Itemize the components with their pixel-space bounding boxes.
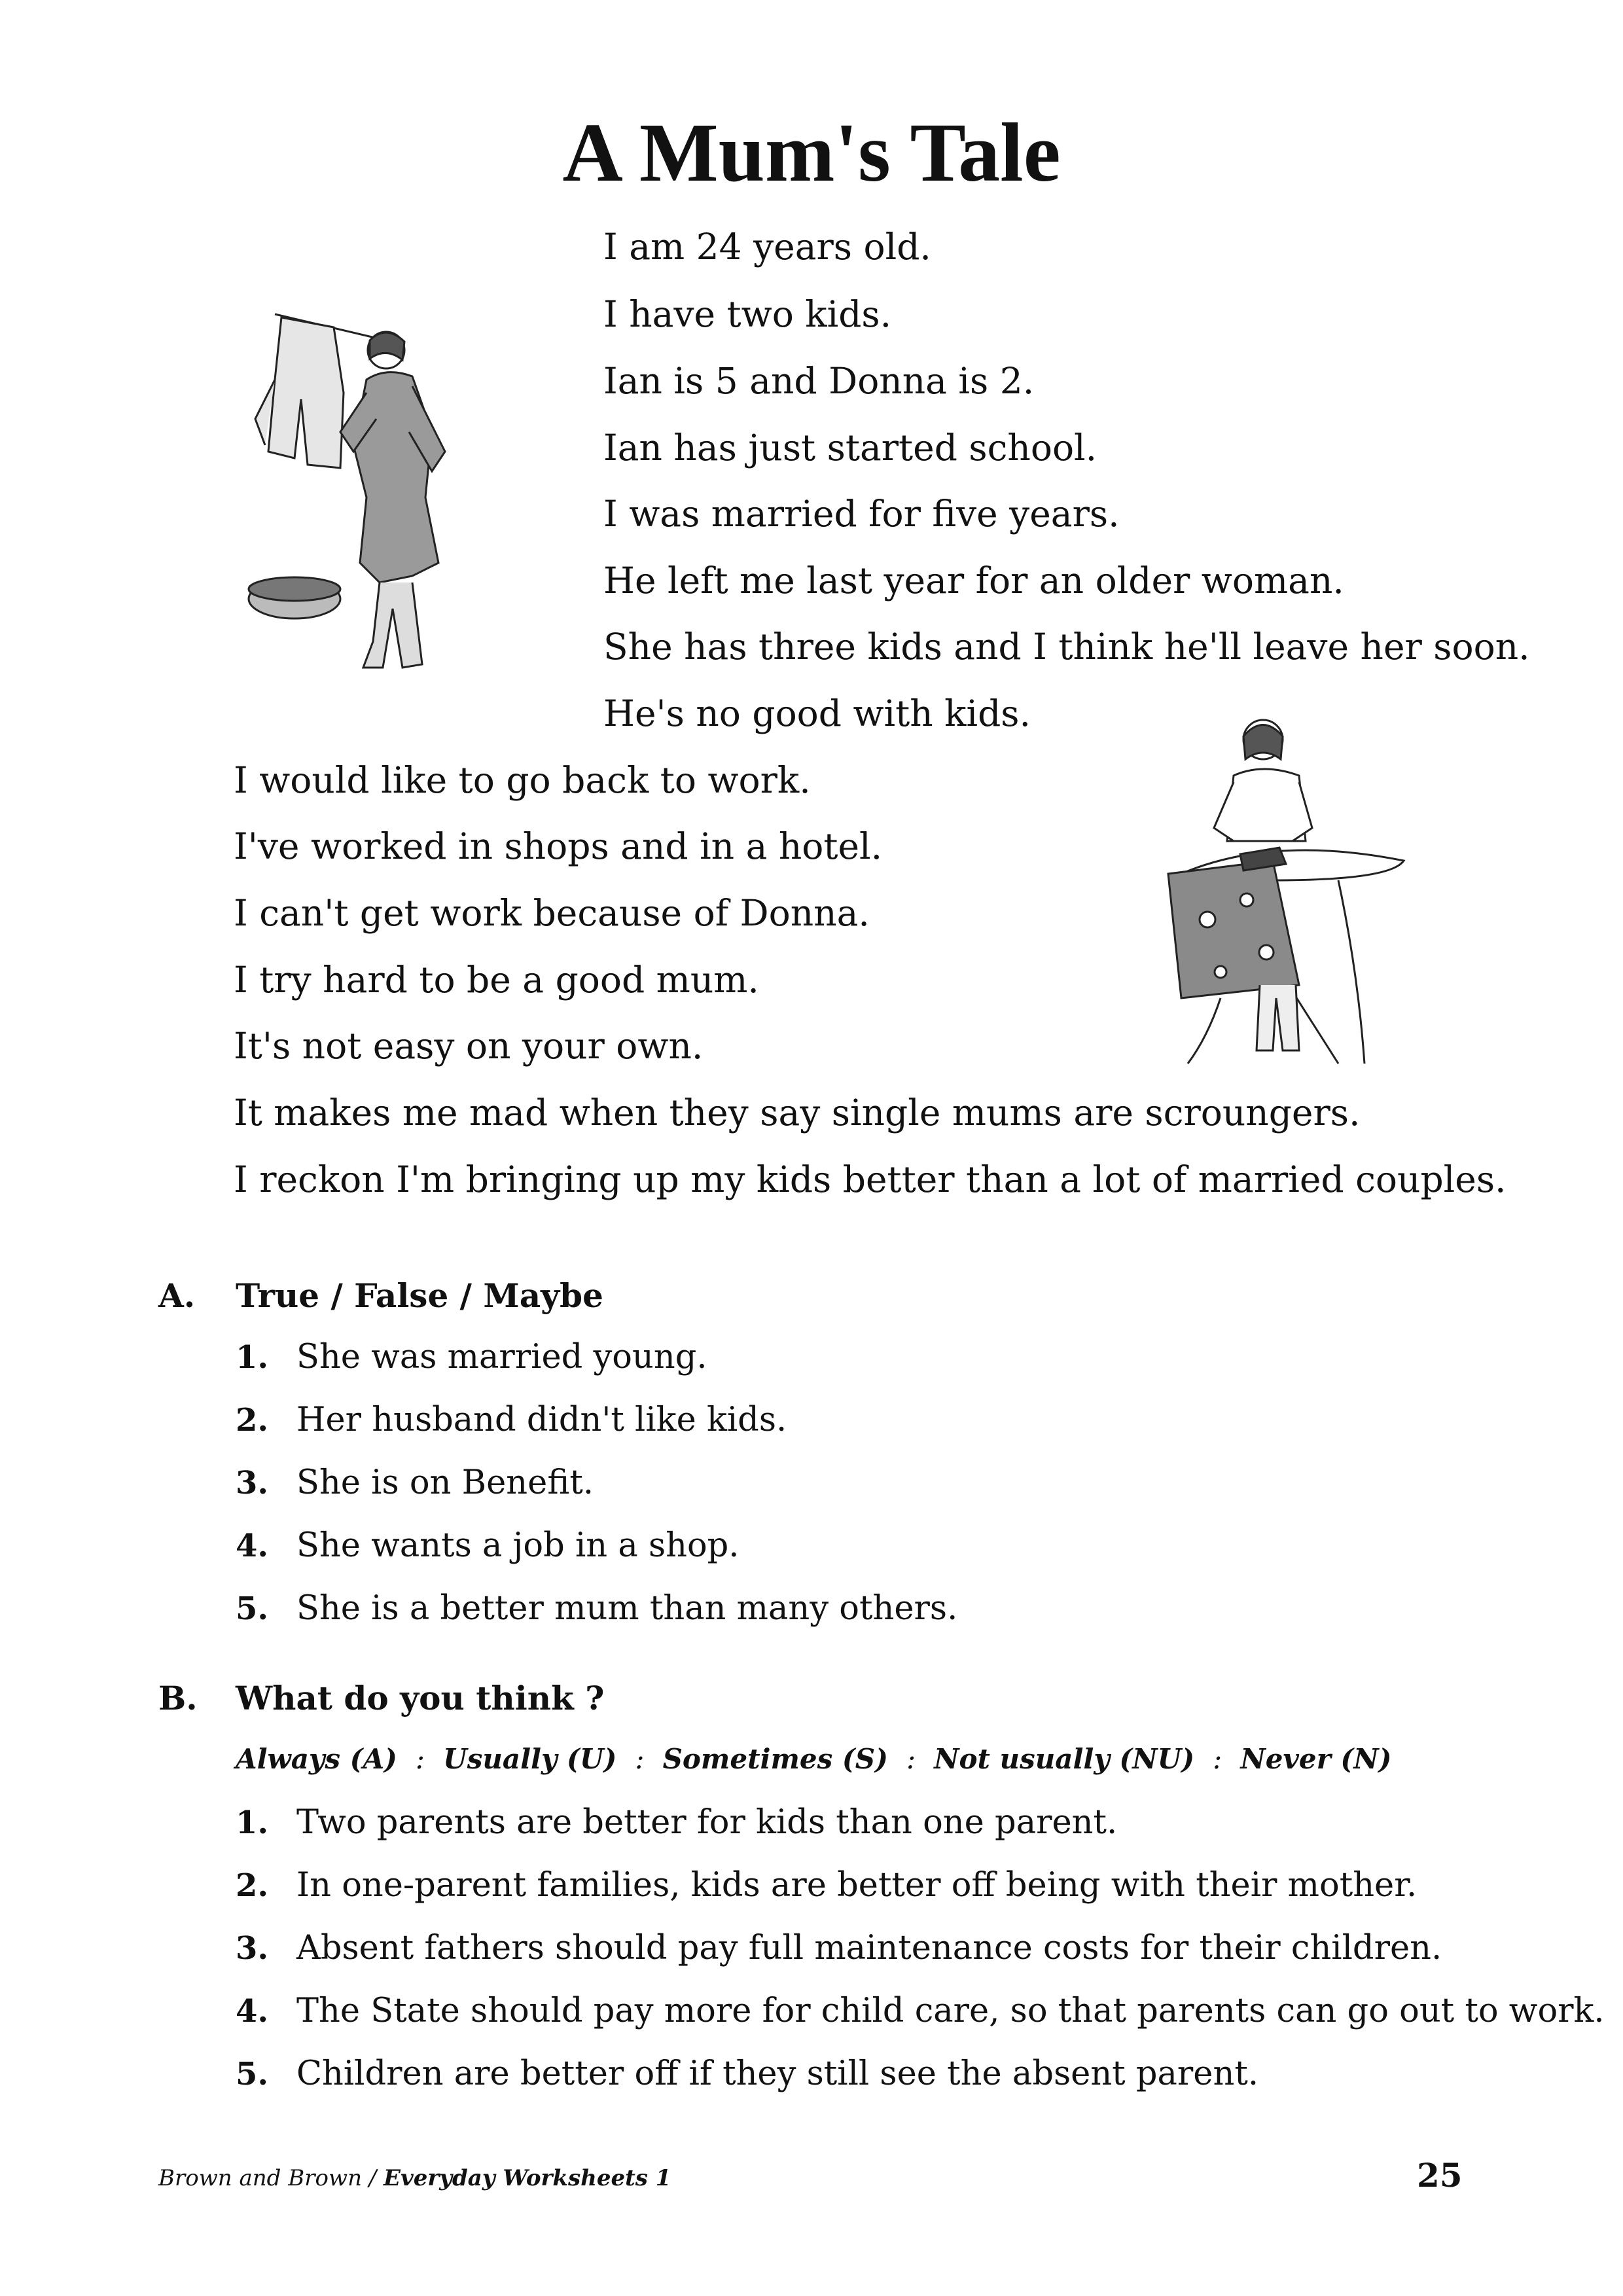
legs: [363, 583, 422, 668]
scale-separator: :: [906, 1743, 916, 1775]
question-number: 2.: [236, 1867, 269, 1904]
section-a-title: True / False / Maybe: [236, 1276, 603, 1315]
scale-separator: :: [635, 1743, 645, 1775]
question-number: 5.: [236, 1590, 269, 1627]
story-line: It's not easy on your own.: [234, 1025, 704, 1067]
question-number: 1.: [236, 1804, 269, 1841]
question-number: 3.: [236, 1465, 269, 1501]
story-line: Ian is 5 and Donna is 2.: [603, 360, 1035, 402]
scale-option: Never (N): [1240, 1743, 1392, 1775]
question-text: In one-parent families, kids are better off being with their mother.: [296, 1866, 1418, 1905]
rating-scale: [236, 1743, 1391, 1775]
page-title: A Mum's Tale: [562, 106, 1061, 199]
story-line: I would like to go back to work.: [234, 759, 811, 801]
scale-option: Sometimes (S): [662, 1743, 888, 1775]
story-line: I was married for five years.: [603, 493, 1120, 535]
section-b-title: What do you think ?: [236, 1679, 605, 1717]
scale-option: Not usually (NU): [934, 1743, 1195, 1775]
hanging-shirt: [268, 317, 344, 468]
question-text: Two parents are better for kids than one parent.: [296, 1803, 1118, 1842]
story-line: He's no good with kids.: [603, 692, 1031, 734]
story-line: I try hard to be a good mum.: [234, 959, 759, 1001]
story-line: I can't get work because of Donna.: [234, 892, 870, 934]
question-number: 1.: [236, 1339, 269, 1376]
question-text: She is on Benefit.: [296, 1463, 594, 1502]
question-text: She was married young.: [296, 1338, 707, 1376]
story-line: Ian has just started school.: [603, 427, 1097, 469]
question-text: Her husband didn't like kids.: [296, 1401, 787, 1439]
question-number: 3.: [236, 1930, 269, 1967]
scale-separator: :: [1213, 1743, 1222, 1775]
question-text: She is a better mum than many others.: [296, 1589, 958, 1628]
question-text: She wants a job in a shop.: [296, 1526, 740, 1565]
scale-separator: :: [415, 1743, 425, 1775]
story-line: I have two kids.: [603, 293, 892, 335]
footer-divider: /: [361, 2165, 384, 2191]
story-line: I reckon I'm bringing up my kids better than a lot of married couples.: [234, 1158, 1507, 1200]
footer-book-title: Everyday Worksheets 1: [383, 2165, 671, 2191]
section-b-letter: B.: [158, 1679, 198, 1717]
story-line: He left me last year for an older woman.: [603, 560, 1344, 601]
question-number: 4.: [236, 1993, 269, 2030]
scale-option: Usually (U): [443, 1743, 617, 1775]
page-number: 25: [1417, 2156, 1463, 2195]
question-number: 2.: [236, 1402, 269, 1439]
question-text: Absent fathers should pay full maintenance costs for their children.: [296, 1929, 1442, 1967]
story-line: She has three kids and I think he'll leave her soon.: [603, 626, 1530, 668]
story-line: I am 24 years old.: [603, 226, 931, 268]
question-number: 4.: [236, 1528, 269, 1564]
tablecloth: [1168, 861, 1299, 998]
scale-option: Always (A): [236, 1743, 397, 1775]
section-a-letter: A.: [158, 1276, 196, 1315]
footer-credit: [158, 2165, 671, 2191]
woman-hanging-washing-illustration: [236, 301, 471, 681]
woman-ironing-illustration: [1142, 710, 1410, 1077]
story-line: It makes me mad when they say single mums are scroungers.: [234, 1092, 1361, 1134]
footer-authors: Brown and Brown: [158, 2165, 362, 2191]
question-number: 5.: [236, 2056, 269, 2092]
story-line: I've worked in shops and in a hotel.: [234, 825, 883, 867]
legs: [1257, 985, 1299, 1050]
question-text: The State should pay more for child care, so that parents can go out to work.: [296, 1992, 1605, 2030]
question-text: Children are better off if they still see the absent parent.: [296, 2054, 1259, 2093]
